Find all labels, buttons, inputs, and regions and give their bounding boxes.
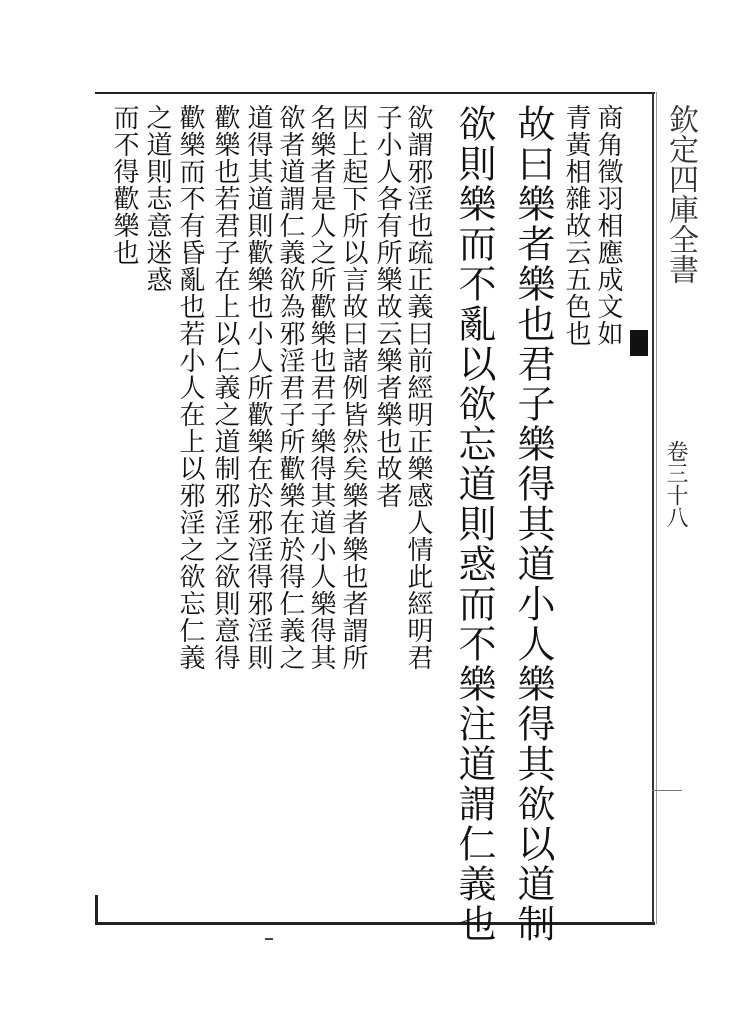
bottom-mark <box>265 938 273 940</box>
text-column-2: 青黃相雜故云五色也 <box>561 104 591 347</box>
text-column-6: 子小人各有所樂故云樂者樂也故者 <box>372 104 402 509</box>
text-column-1: 商角徵羽相應成文如 <box>593 104 623 347</box>
text-column-5: 欲謂邪淫也疏正義曰前經明正樂感人情此經明君 <box>403 104 433 671</box>
text-column-3: 故曰樂者樂也君子樂得其道小人樂得其欲以道制 <box>511 104 555 944</box>
frame-bottom-line <box>95 922 655 925</box>
text-column-14: 而不得歡樂也 <box>109 104 139 266</box>
text-column-10: 道得其道則歡樂也小人所歡樂在於邪淫得邪淫則 <box>243 104 273 671</box>
text-column-4: 欲則樂而不亂以欲忘道則惑而不樂注道謂仁義也 <box>452 104 496 944</box>
frame-right-line <box>652 92 654 924</box>
fish-tail-mark <box>630 330 648 356</box>
text-column-11: 歡樂也若君子在上以仁義之道制邪淫之欲則意得 <box>210 104 240 671</box>
volume-number: 卷三十八 <box>663 440 688 528</box>
frame-top-line <box>95 92 655 94</box>
text-column-7: 因上起下所以言故曰諸例皆然矣樂者樂也者謂所 <box>338 104 368 671</box>
margin-tick <box>652 790 682 791</box>
text-column-8: 名樂者是人之所歡樂也君子樂得其道小人樂得其 <box>306 104 336 671</box>
frame-left-mark <box>95 895 98 925</box>
book-title: 欽定四庫全書 <box>663 104 698 284</box>
text-column-13: 之道則志意迷惑 <box>142 104 172 293</box>
text-column-12: 歡樂而不有昏亂也若小人在上以邪淫之欲忘仁義 <box>175 104 205 671</box>
text-column-9: 欲者道謂仁義欲為邪淫君子所歡樂在於得仁義之 <box>275 104 305 671</box>
fold-margin-line <box>656 92 657 924</box>
